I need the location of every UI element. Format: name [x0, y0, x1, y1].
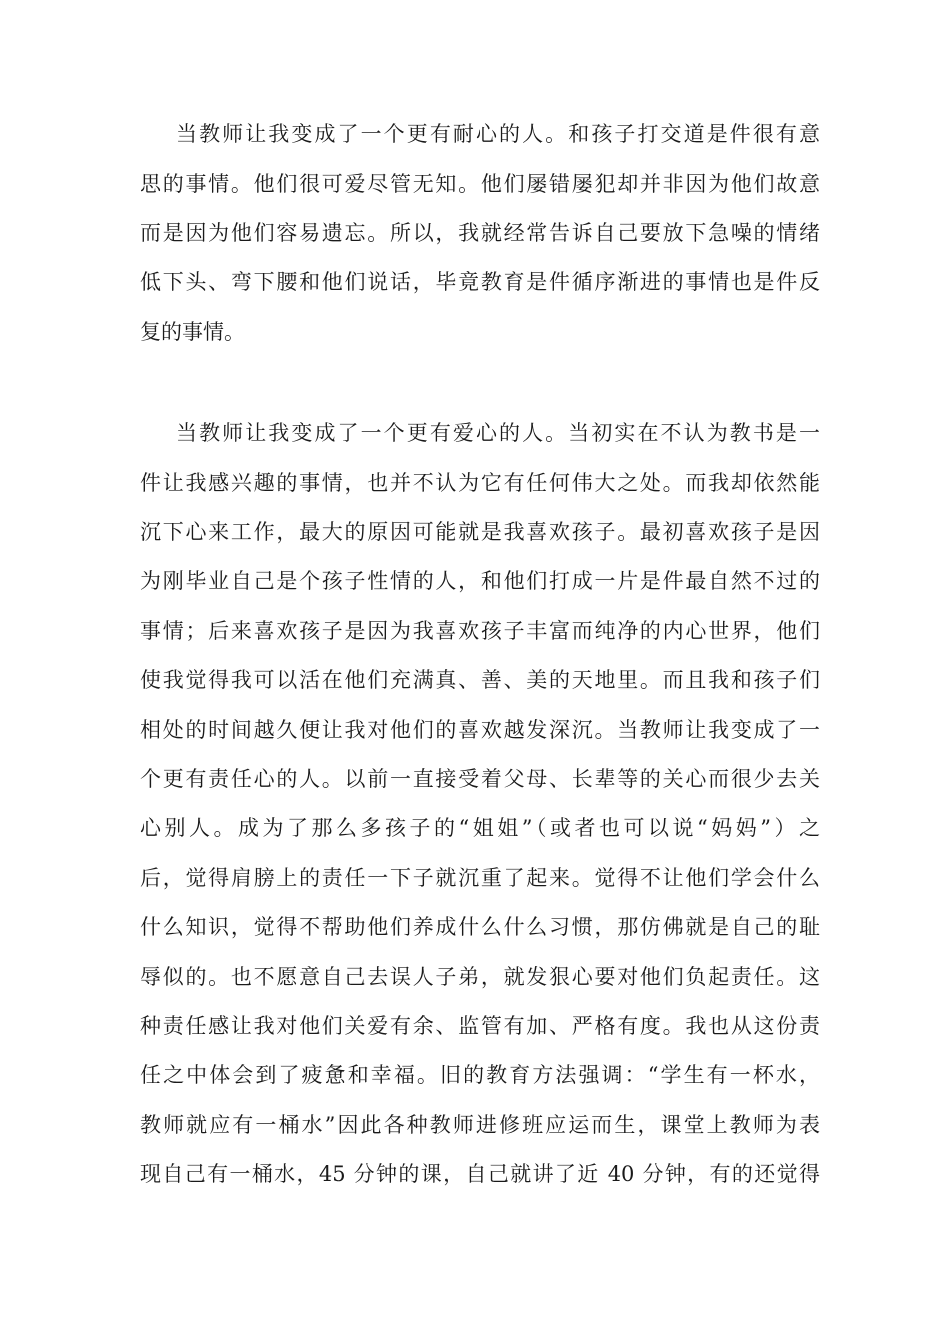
paragraph-2-line-10: 后，觉得肩膀上的责任一下子就沉重了起来。觉得不让他们学会什么: [140, 866, 820, 890]
paragraph-2-line-3: 沉下心来工作，最大的原因可能就是我喜欢孩子。最初喜欢孩子是因: [140, 520, 820, 544]
paragraph-2-line-7: 相处的时间越久便让我对他们的喜欢越发深沉。当教师让我变成了一: [140, 718, 820, 742]
paragraph-1-line-5: 复的事情。: [140, 320, 245, 344]
paragraph-2-line-6: 使我觉得我可以活在他们充满真、善、美的天地里。而且我和孩子们: [140, 668, 820, 692]
paragraph-2-line-1: 当教师让我变成了一个更有爱心的人。当初实在不认为教书是一: [176, 421, 820, 445]
paragraph-1-line-4: 低下头、弯下腰和他们说话，毕竟教育是件循序渐进的事情也是件反: [140, 270, 820, 294]
paragraph-1-line-1: 当教师让我变成了一个更有耐心的人。和孩子打交道是件很有意: [176, 122, 820, 146]
paragraph-2-line-12: 辱似的。也不愿意自己去误人子弟，就发狠心要对他们负起责任。这: [140, 965, 820, 989]
paragraph-2-line-11: 什么知识，觉得不帮助他们养成什么什么习惯，那仿佛就是自己的耻: [140, 915, 820, 939]
paragraph-1-line-3: 而是因为他们容易遗忘。所以，我就经常告诉自己要放下急噪的情绪: [140, 221, 820, 245]
paragraph-2-line-8: 个更有责任心的人。以前一直接受着父母、长辈等的关心而很少去关: [140, 767, 820, 791]
paragraph-2-line-13: 种责任感让我对他们关爱有余、监管有加、严格有度。我也从这份责: [140, 1014, 820, 1038]
paragraph-2-line-2: 件让我感兴趣的事情，也并不认为它有任何伟大之处。而我却依然能: [140, 471, 820, 495]
paragraph-2-line-5: 事情；后来喜欢孩子是因为我喜欢孩子丰富而纯净的内心世界，他们: [140, 619, 820, 643]
paragraph-2-line-4: 为刚毕业自己是个孩子性情的人，和他们打成一片是件最自然不过的: [140, 569, 820, 593]
paragraph-1-line-2: 思的事情。他们很可爱尽管无知。他们屡错屡犯却并非因为他们故意: [140, 172, 820, 196]
paragraph-2-line-16: 现自己有一桶水，45 分钟的课，自己就讲了近 40 分钟，有的还觉得: [140, 1162, 820, 1186]
paragraph-2-line-9: 心别人。成为了那么多孩子的“姐姐”（或者也可以说“妈妈”）之: [140, 816, 820, 840]
paragraph-2-line-15: 教师就应有一桶水”因此各种教师进修班应运而生，课堂上教师为表: [140, 1113, 820, 1137]
paragraph-2-line-14: 任之中体会到了疲惫和幸福。旧的教育方法强调：“学生有一杯水，: [140, 1063, 820, 1087]
